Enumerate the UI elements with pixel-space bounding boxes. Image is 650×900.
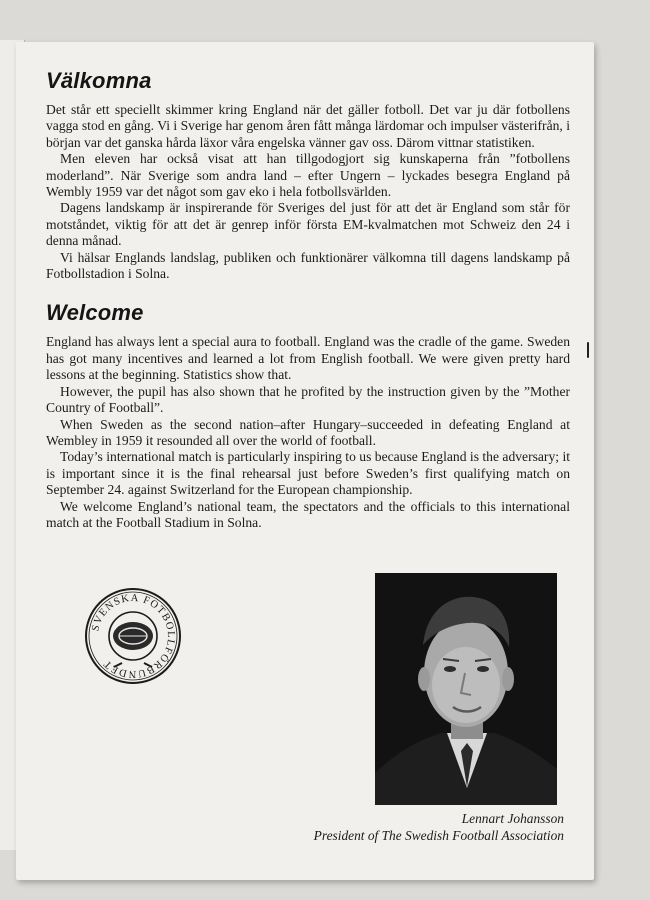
swedish-paragraph: Dagens landskamp är inspirerande för Sveriges del just för att det är England som står för motståndet, viktig för att det är genrep inför första EM-kvalmatchen mot Schweiz den 24 i denna månad. (46, 200, 570, 249)
swedish-paragraph: Vi hälsar Englands landslag, publiken och funktionärer välkomna till dagens landskamp på Fotbollstadion i Solna. (46, 249, 570, 282)
caption-title: President of The Swedish Football Association (313, 828, 564, 843)
svenska-fotbollforbundet-seal-icon (84, 587, 182, 685)
portrait-photo-icon (375, 573, 557, 805)
english-paragraph: However, the pupil has also shown that he profited by the instruction given by the ”Mother Country of Football”. (46, 383, 570, 416)
ink-mark (587, 342, 589, 358)
swedish-paragraph: Men eleven har också visat att han tillgodogjort sig kunskaperna från ”fotbollens moderland”. När Sverige som andra land – efter Ungern – lyckades besegra England på Wembly 1959 var det något som gav eko i hela fotbollsvärlden. (46, 151, 570, 200)
english-paragraph: We welcome England’s national team, the spectators and the officials to this international match at the Football Stadium in Solna. (46, 498, 570, 530)
english-paragraph: England has always lent a special aura to football. England was the cradle of the game. Sweden has got many incentives and learned a lot from English football. We were given pretty hard lessons at the beginning. Statistics show that. (46, 334, 570, 383)
page-content (46, 68, 570, 531)
caption-name: Lennart Johansson (461, 811, 564, 826)
swedish-paragraph: Det står ett speciellt skimmer kring England när det gäller fotboll. Det var ju där fotbollens vagga stod en gång. Vi i Sverige har genom åren fått många lärdomar och impulser västerifrån, i början var det ganska hårda läxor våra engelska vänner gav oss. Därom vittnar statistiken. (46, 102, 570, 150)
english-section (46, 300, 570, 531)
swedish-section (46, 68, 570, 282)
program-page (16, 42, 594, 880)
swedish-heading: Välkomna (46, 68, 152, 93)
photo-caption (314, 810, 564, 844)
english-paragraph: Today’s international match is particularly inspiring to us because England is the adversary; it is important since it is the final rehearsal just before Sweden’s first qualifying match on September 24. against Switzerland for the European championship. (46, 449, 570, 498)
english-heading: Welcome (46, 300, 144, 326)
seal-text: SVENSKA FOTBOLLFÖRBUNDET (90, 592, 177, 680)
english-paragraph: When Sweden as the second nation–after Hungary–succeeded in defeating England at Wembley in 1959 it resounded all over the world of football. (46, 416, 570, 448)
